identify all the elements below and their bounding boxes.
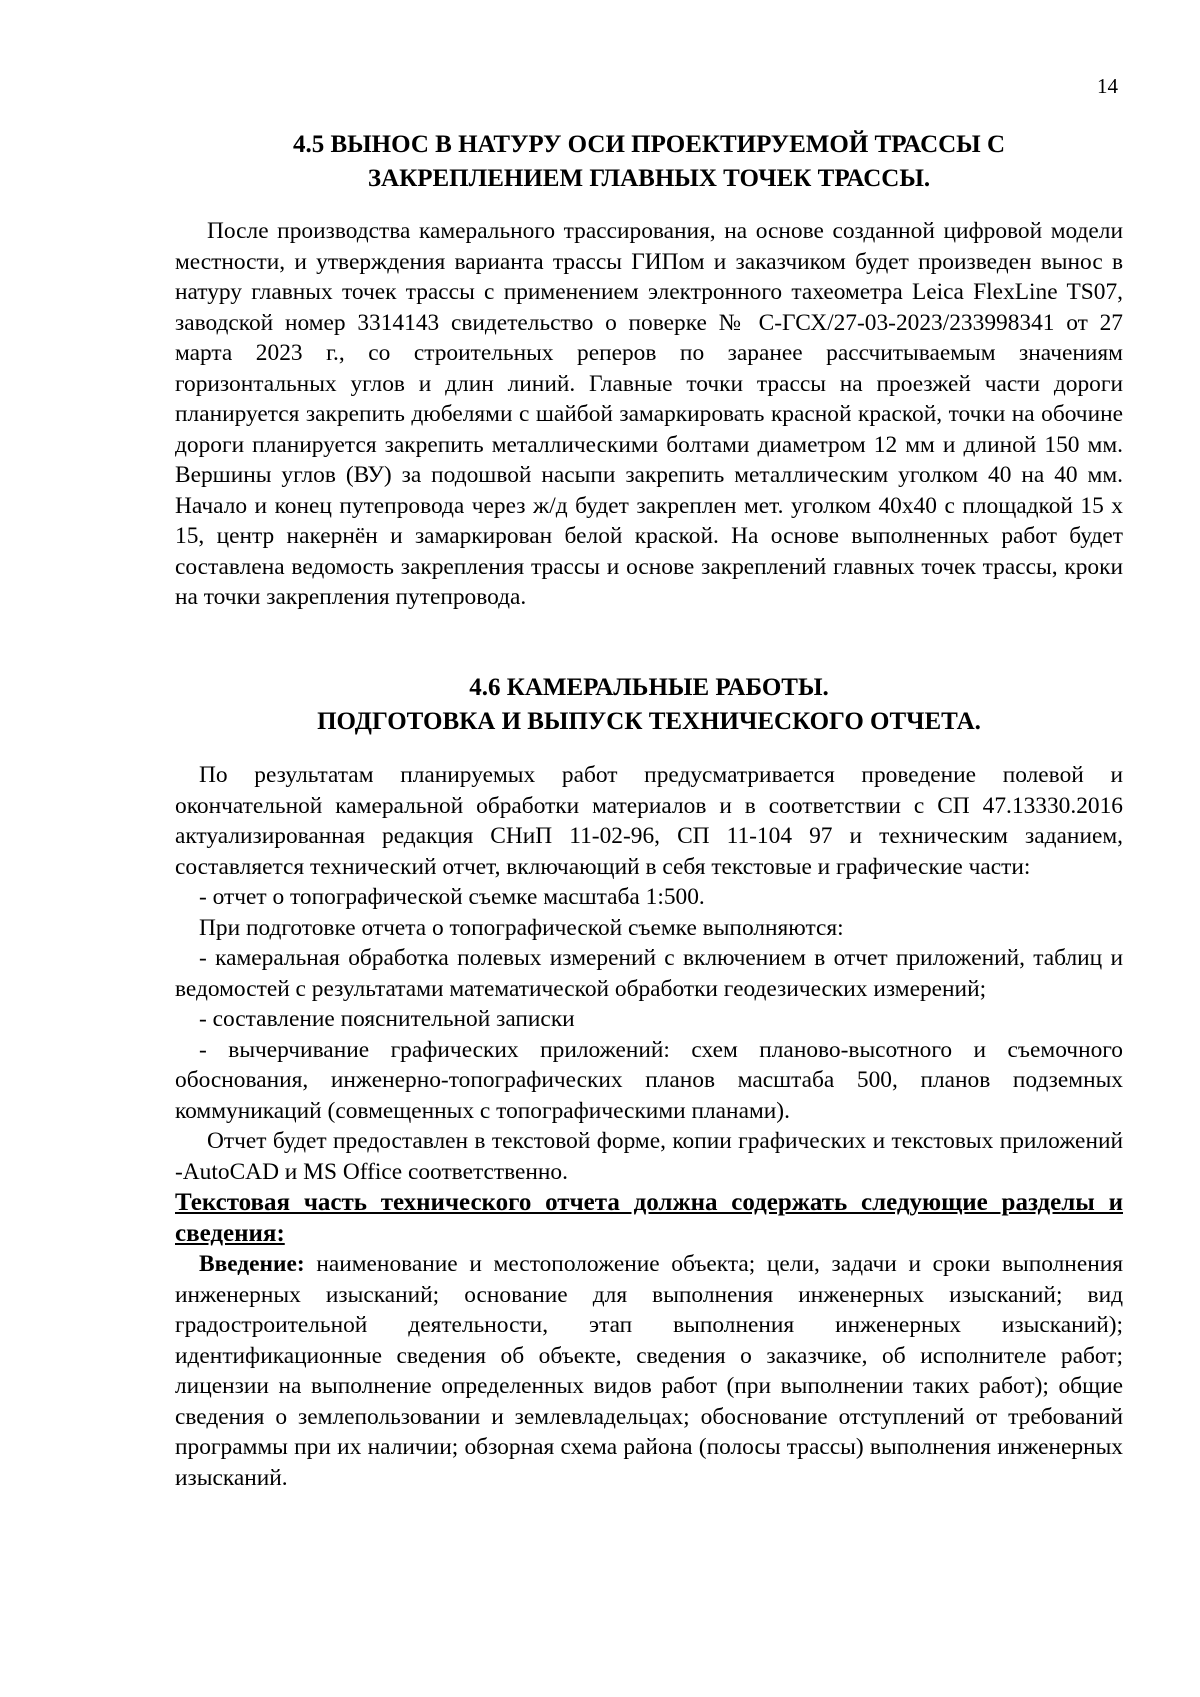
section-4-5-paragraph: После производства камерального трассирования, на основе созданной цифровой модели местности, и утверждения варианта трассы ГИПом и заказчиком будет произведен вынос в натуру главных точек трассы с применением электронного тахеометра Leica FlexLine TS07, заводской номер 3314143 свидетельство о поверке № С-ГСХ/27-03-2023/233998341 от 27 марта 2023 г., со строительных реперов по заранее рассчитываемым значениям горизонтальных углов и длин линий. Главные точки трассы на проезжей части дороги планируется закрепить дюбелями с шайбой замаркировать красной краской, точки на обочине дороги планируется закрепить металлическими болтами диаметром 12 мм и длиной 150 мм. Вершины углов (ВУ) за подошвой насыпи закрепить металлическим уголком 40 на 40 мм. Начало и конец путепровода через ж/д будет закреплен мет. уголком 40х40 с площадкой 15 х 15, центр накернён и замаркирован белой краской. На основе выполненных работ будет составлена ведомость закрепления трассы и основе закреплений главных точек трассы, кроки на точки закрепления путепровода. bbox=[175, 218, 1123, 610]
introduction-paragraph bbox=[175, 1249, 1123, 1493]
section-4-6-body bbox=[175, 760, 1123, 1493]
section-4-6-heading-line2: ПОДГОТОВКА И ВЫПУСК ТЕХНИЧЕСКОГО ОТЧЕТА. bbox=[317, 708, 981, 735]
section-4-5-heading-line1: 4.5 ВЫНОС В НАТУРУ ОСИ ПРОЕКТИРУЕМОЙ ТРАССЫ С bbox=[292, 131, 1006, 158]
section-4-5-heading bbox=[175, 128, 1123, 196]
item-graphic-drawing: - вычерчивание графических приложений: схем планово-высотного и съемочного обоснования, инженерно-топографических планов масштаба 500, планов подземных коммуникаций (совмещенных с топографическими планами). bbox=[175, 1036, 1123, 1124]
section-4-6-intro-paragraph: По результатам планируемых работ предусматривается проведение полевой и окончательной камеральной обработки материалов и в соответствии с СП 47.13330.2016 актуализированная редакция СНиП 11-02-96, СП 11-104 97 и техническим заданием, составляется технический отчет, включающий в себя текстовые и графические части: bbox=[175, 762, 1123, 880]
section-4-5-body bbox=[175, 216, 1123, 613]
section-4-6-heading bbox=[175, 671, 1123, 739]
item-field-processing: - камеральная обработка полевых измерений с включением в отчет приложений, таблиц и ведомостей с результатами математической обработки геодезических измерений; bbox=[175, 945, 1123, 1002]
introduction-text: наименование и местоположение объекта; цели, задачи и сроки выполнения инженерных изысканий; основание для выполнения инженерных изысканий; вид градостроительной деятельности, этап выполнения инженерных изысканий); идентификационные сведения об объекте, сведения о заказчике, об исполнителе работ; лицензии на выполнение определенных видов работ (при выполнении таких работ); общие сведения о землепользовании и землевладельцах; обоснование отступлений от требований программы при их наличии; обзорная схема района (полосы трассы) выполнения инженерных изысканий. bbox=[175, 1251, 1123, 1491]
item-topographic-report: - отчет о топографической съемке масштаба 1:500. bbox=[199, 884, 705, 910]
text-part-subheading: Текстовая часть технического отчета должна содержать следующие разделы и сведения: bbox=[175, 1189, 1123, 1247]
section-4-5 bbox=[175, 128, 1123, 196]
section-4-6 bbox=[175, 671, 1123, 739]
section-4-6-heading-line1: 4.6 КАМЕРАЛЬНЫЕ РАБОТЫ. bbox=[469, 674, 829, 701]
section-4-5-heading-line2: ЗАКРЕПЛЕНИЕМ ГЛАВНЫХ ТОЧЕК ТРАССЫ. bbox=[367, 165, 931, 192]
introduction-label: Введение: bbox=[199, 1251, 305, 1277]
page-number: 14 bbox=[1097, 74, 1118, 98]
preparation-intro: При подготовке отчета о топографической съемке выполняются: bbox=[199, 914, 844, 941]
report-format-paragraph: Отчет будет предоставлен в текстовой форме, копии графических и текстовых приложений -AutoCAD и MS Office соответственно. bbox=[175, 1128, 1123, 1185]
item-explanatory-note: - составление пояснительной записки bbox=[199, 1006, 575, 1032]
